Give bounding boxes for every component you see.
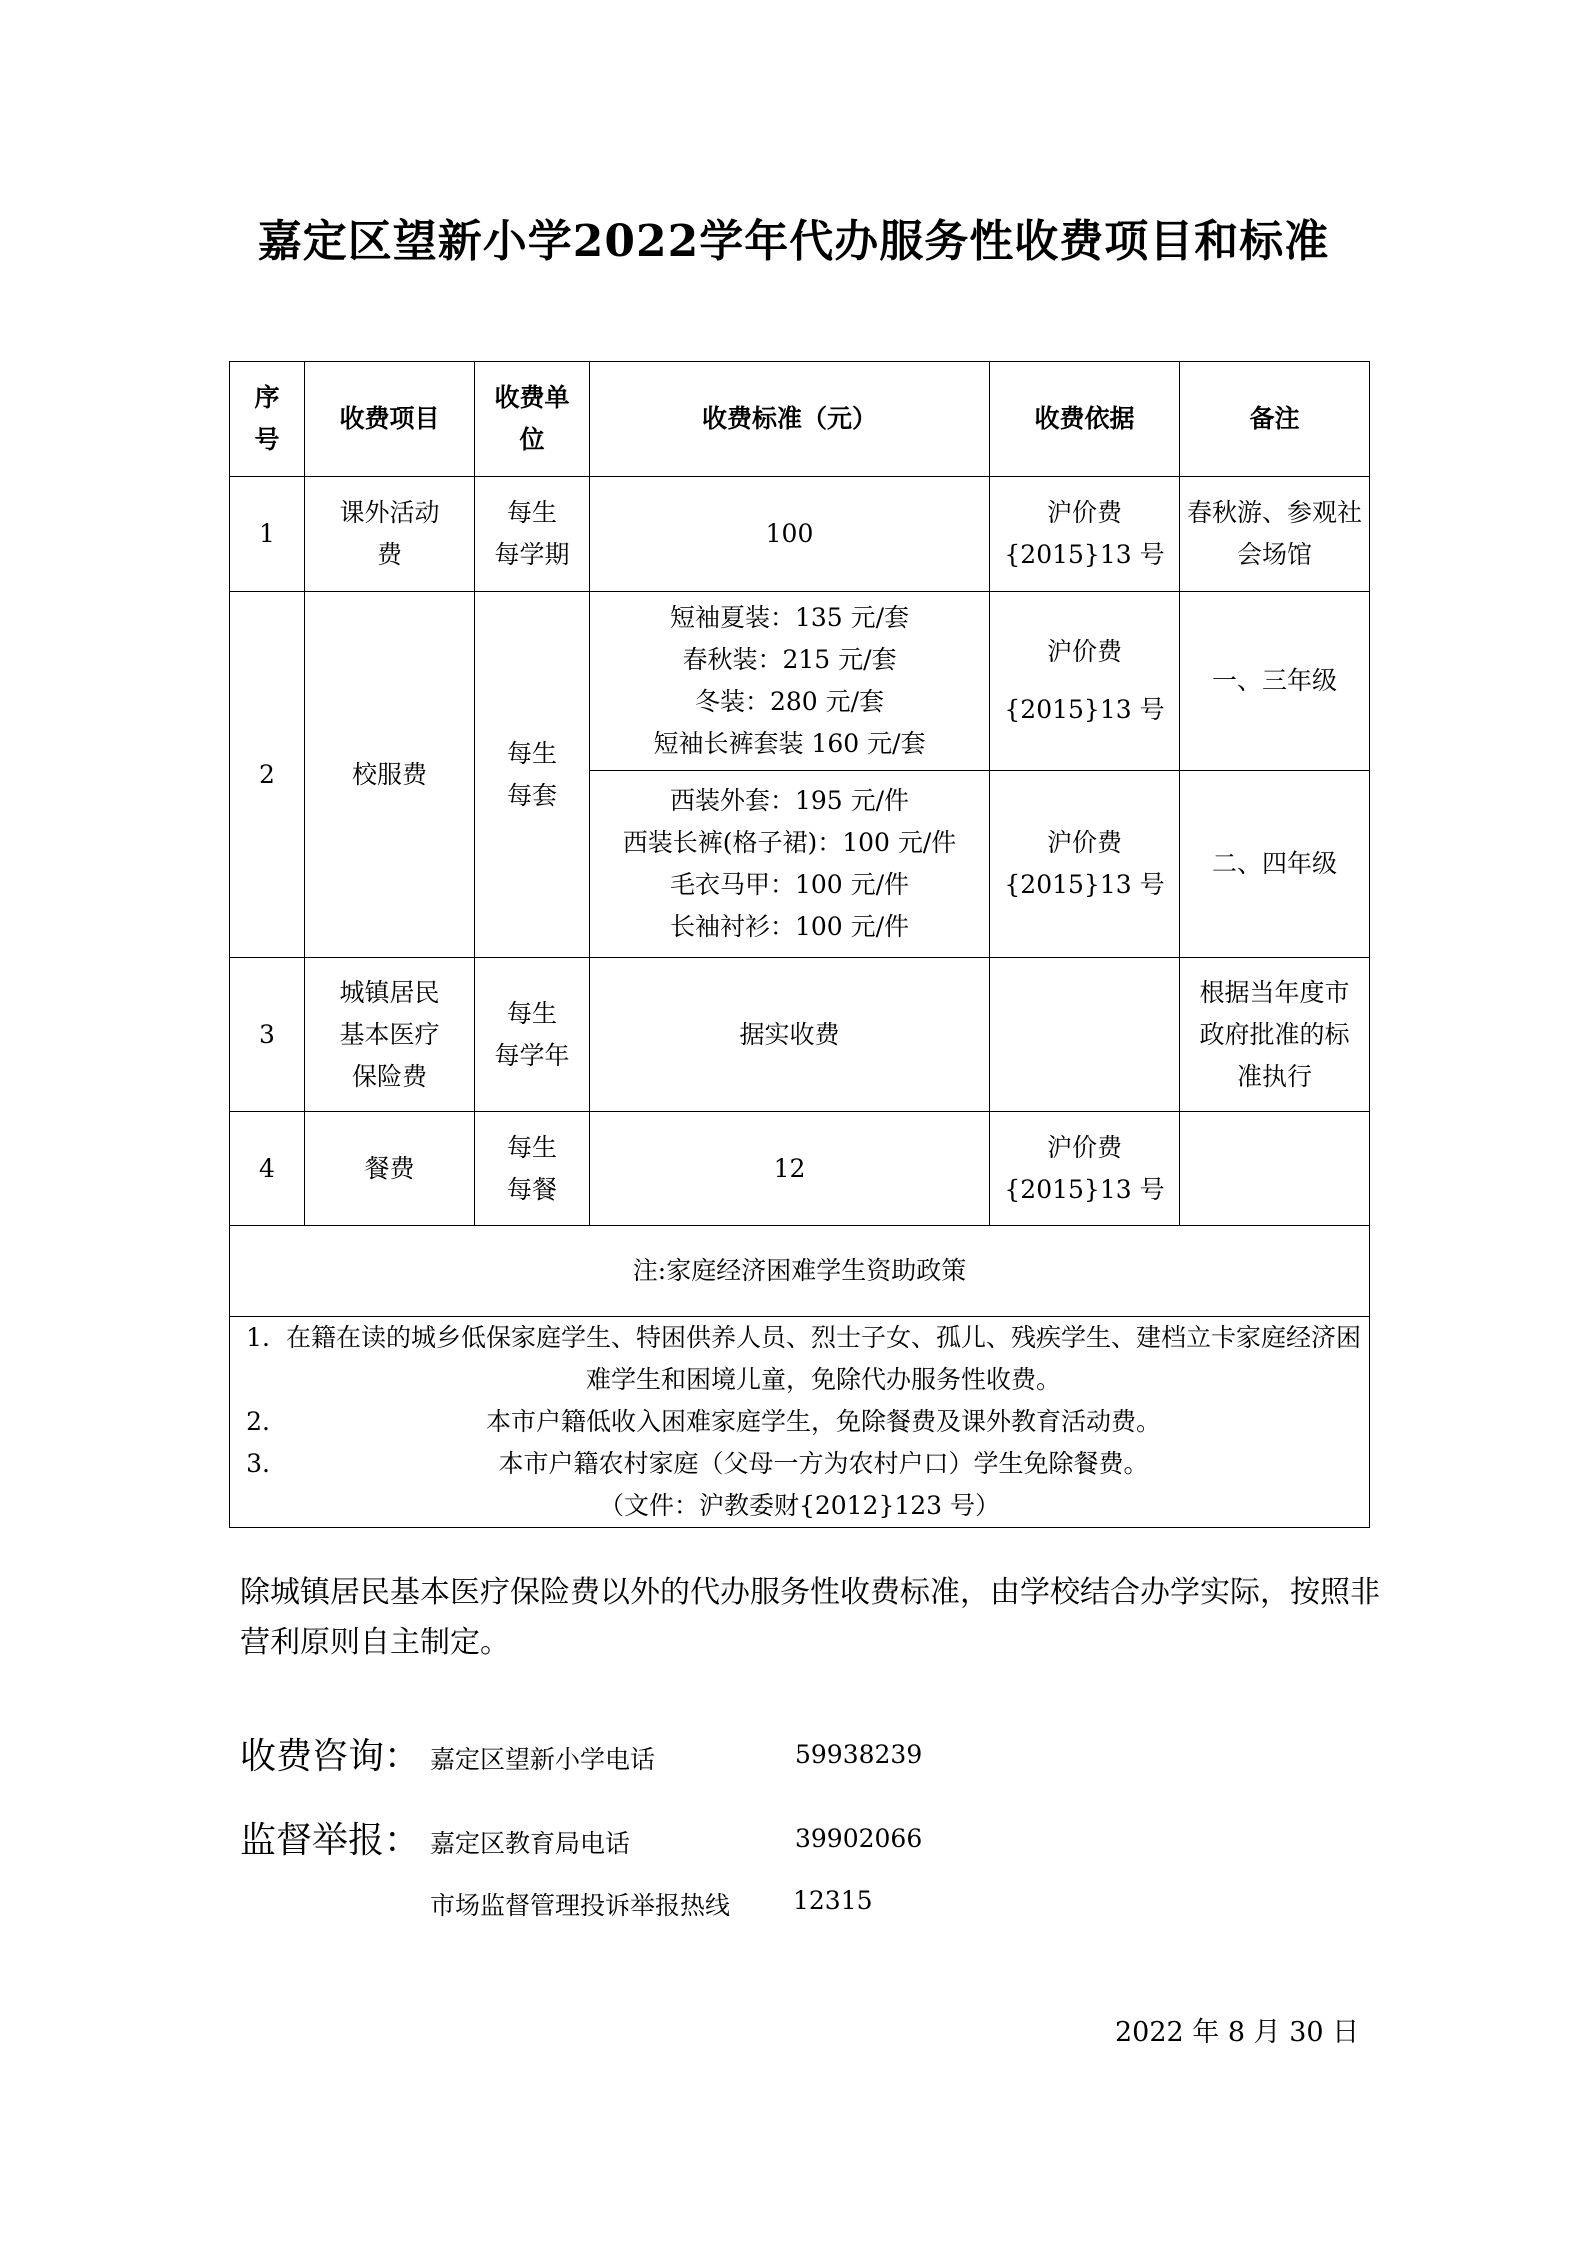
consult-phone: 59938239: [795, 1740, 923, 1769]
note-item: 3. 本市户籍农村家庭（父母一方为农村户口）学生免除餐费。: [246, 1449, 1149, 1478]
consult-label: 收费咨询：: [240, 1736, 421, 1777]
row-basis: 沪价费 {2015}13 号: [990, 477, 1180, 592]
row-item: 城镇居民 基本医疗 保险费: [305, 958, 475, 1112]
row-item: 校服费: [305, 592, 475, 958]
row-seq: 2: [230, 592, 305, 958]
row-standard: 100: [590, 477, 990, 592]
row-seq: 4: [230, 1112, 305, 1226]
row-standard: 据实收费: [590, 958, 990, 1112]
fee-table: [229, 361, 1370, 1528]
table-row: [230, 477, 1370, 592]
row-seq: 3: [230, 958, 305, 1112]
note-source: （文件：沪教委财{2012}123 号）: [598, 1491, 1001, 1520]
note-title: 注:家庭经济困难学生资助政策: [230, 1226, 1370, 1317]
row-seq: 1: [230, 477, 305, 592]
row-remark: [1180, 1112, 1370, 1226]
row-unit: 每生 每套: [475, 592, 590, 958]
row-basis: 沪价费 {2015}13 号: [990, 1112, 1180, 1226]
row-standard: 西装外套：195 元/件 西装长裤(格子裙)：100 元/件 毛衣马甲：100 元/件 长袖衬衫：100 元/件: [590, 771, 990, 958]
hotline-org: 市场监督管理投诉举报热线: [430, 1891, 731, 1920]
header-remark: 备注: [1180, 362, 1370, 477]
row-standard: 短袖夏装：135 元/套 春秋装：215 元/套 冬装：280 元/套 短袖长裤套装 160 元/套: [590, 592, 990, 771]
consult-org: 嘉定区望新小学电话: [430, 1745, 656, 1774]
note-body: [230, 1317, 1370, 1528]
note-title-row: [230, 1226, 1370, 1317]
row-basis: 沪价费 {2015}13 号: [990, 771, 1180, 958]
table-row: [230, 1112, 1370, 1226]
header-unit: 收费单 位: [475, 362, 590, 477]
note-item: 1. 在籍在读的城乡低保家庭学生、特困供养人员、烈士子女、孤儿、残疾学生、建档立卡家庭经济困难学生和困境儿童，免除代办服务性收费。: [246, 1323, 1361, 1394]
row-remark: 一、三年级: [1180, 592, 1370, 771]
page-title: 嘉定区望新小学2022学年代办服务性收费项目和标准: [257, 216, 1330, 267]
row-unit: 每生 每学期: [475, 477, 590, 592]
row-item: 课外活动 费: [305, 477, 475, 592]
table-row: [230, 592, 1370, 771]
hotline-phone: 12315: [793, 1886, 873, 1915]
header-item: 收费项目: [305, 362, 475, 477]
row-item: 餐费: [305, 1112, 475, 1226]
row-remark: 根据当年度市 政府批准的标 准执行: [1180, 958, 1370, 1112]
header-basis: 收费依据: [990, 362, 1180, 477]
table-row: [230, 958, 1370, 1112]
document-date: 2022 年 8 月 30 日: [1115, 2017, 1360, 2048]
row-unit: 每生 每学年: [475, 958, 590, 1112]
report-org: 嘉定区教育局电话: [430, 1829, 631, 1858]
row-standard: 12: [590, 1112, 990, 1226]
row-remark: 春秋游、参观社 会场馆: [1180, 477, 1370, 592]
row-remark: 二、四年级: [1180, 771, 1370, 958]
header-seq: 序 号: [230, 362, 305, 477]
row-unit: 每生 每餐: [475, 1112, 590, 1226]
row-basis: 沪价费 {2015}13 号: [990, 592, 1180, 771]
policy-statement: 除城镇居民基本医疗保险费以外的代办服务性收费标准，由学校结合办学实际，按照非营利原则自主制定。: [240, 1575, 1380, 1660]
row-basis: [990, 958, 1180, 1112]
header-standard: 收费标准（元）: [590, 362, 990, 477]
table-header-row: [230, 362, 1370, 477]
report-label: 监督举报：: [240, 1820, 421, 1861]
note-body-row: [230, 1317, 1370, 1528]
note-item: 2. 本市户籍低收入困难家庭学生，免除餐费及课外教育活动费。: [246, 1407, 1161, 1436]
report-phone: 39902066: [795, 1824, 923, 1853]
